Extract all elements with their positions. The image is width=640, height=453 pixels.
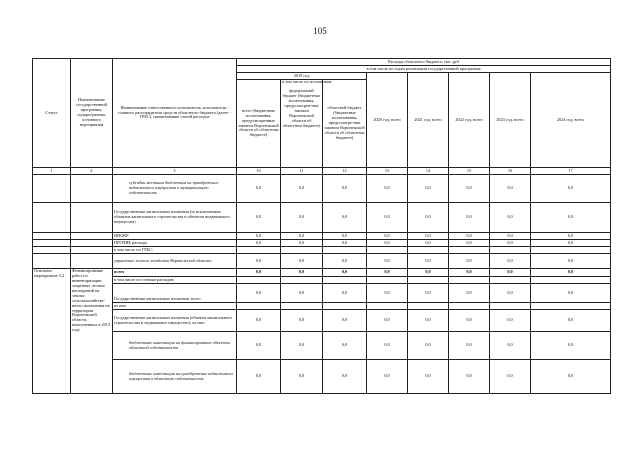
cell-value: 0,0 (367, 360, 408, 394)
cell-value: 0,0 (490, 203, 531, 233)
colnum: 12 (323, 168, 367, 175)
row-label: в том числе по ГРБС: (113, 247, 237, 254)
cell-value: 0,0 (408, 240, 449, 247)
header-2022: 2022 год, всего (449, 73, 490, 168)
cell-value: 0,0 (323, 233, 367, 240)
cell-value: 0,0 (408, 175, 449, 203)
cell-value: 0,0 (449, 360, 490, 394)
cell-value: 0,0 (490, 233, 531, 240)
cell-value: 0,0 (367, 269, 408, 277)
cell-value: 0,0 (408, 360, 449, 394)
table-row (33, 175, 611, 203)
cell-value: 0,0 (281, 284, 323, 303)
cell-value: 0,0 (367, 233, 408, 240)
colnum: 10 (237, 168, 281, 175)
cell-value: 0,0 (490, 332, 531, 360)
header-2024: 2024 год, всего (531, 73, 611, 168)
cell-value: 0,0 (531, 254, 611, 269)
row-label: всего (113, 269, 237, 277)
colnum: 14 (408, 168, 449, 175)
cell-value: 0,0 (281, 233, 323, 240)
cell-value: 0,0 (449, 203, 490, 233)
budget-table (32, 58, 611, 394)
cell-value: 0,0 (531, 360, 611, 394)
header-2021: 2021 год, всего (408, 73, 449, 168)
table-row (33, 240, 611, 247)
cell-value: 0,0 (237, 233, 281, 240)
header-by-years: в том числе по годам реализации государственной программы (237, 66, 611, 73)
cell-value: 0,0 (281, 240, 323, 247)
measure-status: Основное мероприятие 3.2 (33, 269, 71, 394)
colnum: 16 (490, 168, 531, 175)
cell-value: 0,0 (531, 332, 611, 360)
cell-value: 0,0 (531, 240, 611, 247)
cell-value: 0,0 (531, 203, 611, 233)
cell-value: 0,0 (449, 240, 490, 247)
measure-name: Финансирование работ по инвентаризации защитных лесных насаждений на землях сельскохозяйстве-нного назначения на территории Воронежской области, выполненных в 2013 году (71, 269, 113, 394)
cell-value: 0,0 (531, 175, 611, 203)
cell-value: 0,0 (237, 240, 281, 247)
cell-value: 0,0 (323, 175, 367, 203)
cell-value: 0,0 (281, 203, 323, 233)
cell-value: 0,0 (367, 203, 408, 233)
cell-value: 0,0 (408, 254, 449, 269)
table-row (33, 303, 611, 310)
header-sources: в том числе по источникам: (282, 79, 333, 84)
colnum: 3 (113, 168, 237, 175)
cell-value: 0,0 (490, 269, 531, 277)
cell-value: 0,0 (323, 203, 367, 233)
cell-value: 0,0 (281, 310, 323, 332)
cell-value: 0,0 (323, 284, 367, 303)
cell-value: 0,0 (408, 284, 449, 303)
table-row (33, 360, 611, 394)
cell-value: 0,0 (281, 360, 323, 394)
cell-value: 0,0 (490, 360, 531, 394)
cell-value: 0,0 (408, 233, 449, 240)
cell-value: 0,0 (367, 175, 408, 203)
cell-value: 0,0 (323, 269, 367, 277)
header-executor: Наименование ответственного исполнителя, исполнителя - главного распорядителя средств областного бюджета (далее - ГРБС), наименование статей расходов (113, 59, 237, 168)
cell-value: 0,0 (408, 269, 449, 277)
cell-value: 0,0 (449, 233, 490, 240)
cell-value: 0,0 (367, 332, 408, 360)
cell-value: 0,0 (237, 310, 281, 332)
cell-value: 0,0 (531, 233, 611, 240)
cell-value: 0,0 (281, 332, 323, 360)
row-label: ПРОЧИЕ расходы (113, 240, 237, 247)
cell-value: 0,0 (237, 175, 281, 203)
cell-value: 0,0 (237, 254, 281, 269)
row-label: управление лесного хозяйства Воронежской области (113, 254, 237, 269)
table-row (33, 254, 611, 269)
cell-value: 0,0 (490, 254, 531, 269)
row-label: Государственные капитальные вложения (объекты капитального строительства и недвижимое имущество), из них: (113, 310, 237, 332)
cell-value: 0,0 (367, 284, 408, 303)
cell-value: 0,0 (281, 269, 323, 277)
cell-value: 0,0 (531, 310, 611, 332)
cell-value: 0,0 (281, 254, 323, 269)
row-label: Государственные капитальные вложения, всего (113, 284, 237, 303)
cell-value: 0,0 (367, 240, 408, 247)
row-label: НИОКР (113, 233, 237, 240)
table-row (33, 269, 611, 277)
cell-value: 0,0 (449, 269, 490, 277)
cell-value: 0,0 (531, 269, 611, 277)
colnum: 15 (449, 168, 490, 175)
cell-value: 0,0 (237, 203, 281, 233)
page-number: 105 (313, 26, 327, 36)
cell-value: 0,0 (531, 284, 611, 303)
row-label: Государственные капитальные вложения (за исключением объектов капитального строительства и объектов недвижимого имущества) (113, 203, 237, 233)
cell-value: 0,0 (237, 360, 281, 394)
cell-value: 0,0 (449, 332, 490, 360)
cell-value: 0,0 (237, 269, 281, 277)
row-label: из них: (113, 303, 237, 310)
colnum: 11 (281, 168, 323, 175)
header-federal-text: федеральный бюджет (бюджетные ассигнования, предусмотрен-ные законом Воронежской области об областном бюджете) (282, 87, 321, 128)
cell-value: 0,0 (490, 284, 531, 303)
header-total-2019: всего (бюджетные ассигнования, предусмотренные законом Воронежской области об областном бюджете) (237, 80, 281, 168)
row-label: бюджетные инвестиции на приобретение недвижимого имущества в областную собственность (113, 360, 237, 394)
cell-value: 0,0 (281, 175, 323, 203)
header-2020: 2020 год, всего (367, 73, 408, 168)
cell-value: 0,0 (490, 310, 531, 332)
cell-value: 0,0 (237, 284, 281, 303)
cell-value: 0,0 (323, 254, 367, 269)
table-row (33, 310, 611, 332)
cell-value: 0,0 (449, 254, 490, 269)
row-label: субсидии местным бюджетам на приобретение недвижимого имущества в муниципальную собственность (113, 175, 237, 203)
column-numbers-row (33, 168, 611, 175)
table-row (33, 277, 611, 284)
cell-value: 0,0 (408, 310, 449, 332)
cell-value: 0,0 (449, 175, 490, 203)
cell-value: 0,0 (408, 332, 449, 360)
colnum: 1 (33, 168, 71, 175)
cell-value: 0,0 (237, 332, 281, 360)
header-program-name: Наименование государственной программы, подпрограммы, основного мероприятия (71, 59, 113, 168)
header-status: Статус (33, 59, 71, 168)
cell-value: 0,0 (367, 254, 408, 269)
table-row (33, 284, 611, 303)
cell-value: 0,0 (323, 310, 367, 332)
header-2023: 2023 год, всего (490, 73, 531, 168)
cell-value: 0,0 (490, 175, 531, 203)
row-label: бюджетные инвестиции на финансирование объектов областной собственности (113, 332, 237, 360)
cell-value: 0,0 (449, 284, 490, 303)
header-year-2019: 2019 год (237, 73, 367, 80)
header-regional: областной бюджет (бюджетные ассигнования, предусмотре-ные законом Воронежской области об областном бюджете) (323, 80, 367, 168)
header-federal (281, 79, 333, 168)
cell-value: 0,0 (323, 332, 367, 360)
cell-value: 0,0 (323, 360, 367, 394)
table-row (33, 247, 611, 254)
cell-value: 0,0 (408, 203, 449, 233)
cell-value: 0,0 (323, 240, 367, 247)
table-row (33, 203, 611, 233)
colnum: 13 (367, 168, 408, 175)
cell-value: 0,0 (449, 310, 490, 332)
table-row (33, 233, 611, 240)
row-label: в том числе по статьям расходов: (113, 277, 237, 284)
cell-value: 0,0 (367, 310, 408, 332)
colnum: 2 (71, 168, 113, 175)
cell-value: 0,0 (490, 240, 531, 247)
header-expenses: Расходы областного бюджета, тыс. руб (237, 59, 611, 66)
table-row (33, 332, 611, 360)
colnum: 17 (531, 168, 611, 175)
